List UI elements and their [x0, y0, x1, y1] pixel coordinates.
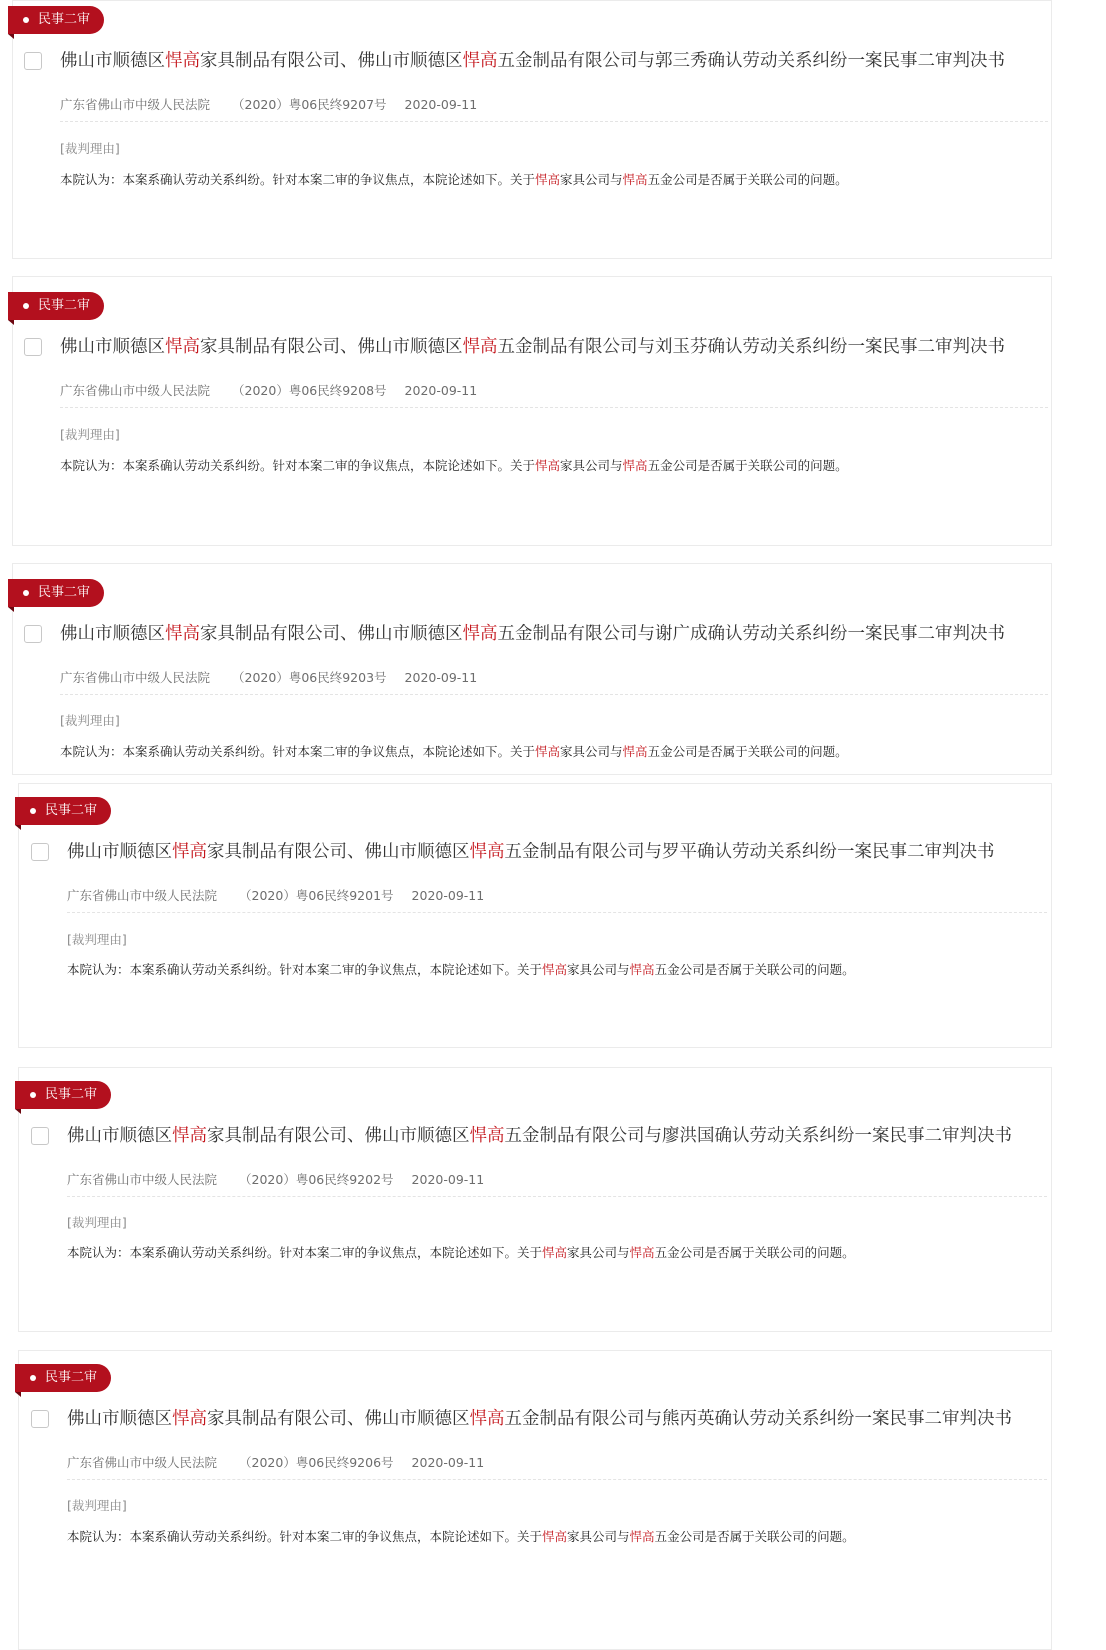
case-type-badge: 民事二审 — [15, 797, 111, 825]
judgment-date: 2020-09-11 — [411, 1172, 485, 1187]
keyword-highlight: 悍高 — [462, 51, 498, 71]
keyword-highlight: 悍高 — [165, 624, 200, 644]
keyword-highlight: 悍高 — [542, 1529, 568, 1544]
case-title-link[interactable]: 佛山市顺德区悍高家具制品有限公司、佛山市顺德区悍高五金制品有限公司与熊丙英确认劳动关系纠纷一案民事二审判决书 — [67, 1409, 1012, 1429]
keyword-highlight: 悍高 — [469, 1126, 505, 1146]
case-meta — [67, 1171, 484, 1189]
keyword-highlight: 悍高 — [172, 842, 207, 862]
divider — [60, 121, 1048, 122]
keyword-highlight: 悍高 — [469, 1409, 505, 1429]
reason-text: 本院认为：本案系确认劳动关系纠纷。针对本案二审的争议焦点，本院论述如下。关于悍高家具公司与悍高五金公司是否属于关联公司的问题。 — [60, 172, 848, 187]
case-card — [12, 276, 1052, 546]
keyword-highlight: 悍高 — [469, 842, 505, 862]
judgment-date: 2020-09-11 — [404, 97, 478, 112]
divider — [60, 694, 1048, 695]
case-number: （2020）粤06民终9208号 — [232, 383, 387, 398]
case-card — [18, 1067, 1052, 1332]
keyword-highlight: 悍高 — [462, 624, 498, 644]
case-type-badge: 民事二审 — [8, 579, 104, 607]
court-name: 广东省佛山市中级人民法院 — [67, 1455, 218, 1470]
case-title-link[interactable]: 佛山市顺德区悍高家具制品有限公司、佛山市顺德区悍高五金制品有限公司与谢广成确认劳动关系纠纷一案民事二审判决书 — [60, 624, 1005, 644]
keyword-highlight: 悍高 — [535, 744, 561, 759]
keyword-highlight: 悍高 — [172, 1409, 207, 1429]
case-card — [18, 783, 1052, 1048]
case-type-badge: 民事二审 — [15, 1081, 111, 1109]
case-meta — [60, 669, 477, 687]
case-card — [12, 0, 1052, 259]
case-meta — [60, 382, 477, 400]
keyword-highlight: 悍高 — [542, 1245, 568, 1260]
case-select-checkbox[interactable] — [24, 625, 42, 643]
case-type-badge: 民事二审 — [8, 6, 104, 34]
keyword-highlight: 悍高 — [535, 172, 561, 187]
case-select-checkbox[interactable] — [24, 338, 42, 356]
divider — [67, 912, 1047, 913]
judgment-date: 2020-09-11 — [411, 1455, 485, 1470]
reason-text: 本院认为：本案系确认劳动关系纠纷。针对本案二审的争议焦点，本院论述如下。关于悍高家具公司与悍高五金公司是否属于关联公司的问题。 — [60, 744, 848, 759]
case-number: （2020）粤06民终9207号 — [232, 97, 387, 112]
court-name: 广东省佛山市中级人民法院 — [60, 97, 211, 112]
keyword-highlight: 悍高 — [629, 962, 655, 977]
divider — [67, 1196, 1047, 1197]
case-select-checkbox[interactable] — [24, 52, 42, 70]
case-type-badge: 民事二审 — [8, 292, 104, 320]
reason-label: [裁判理由] — [67, 1215, 127, 1230]
keyword-highlight: 悍高 — [172, 1126, 207, 1146]
divider — [60, 407, 1048, 408]
reason-text: 本院认为：本案系确认劳动关系纠纷。针对本案二审的争议焦点，本院论述如下。关于悍高家具公司与悍高五金公司是否属于关联公司的问题。 — [67, 962, 855, 977]
case-title-link[interactable]: 佛山市顺德区悍高家具制品有限公司、佛山市顺德区悍高五金制品有限公司与廖洪国确认劳动关系纠纷一案民事二审判决书 — [67, 1126, 1012, 1146]
keyword-highlight: 悍高 — [622, 458, 648, 473]
reason-label: [裁判理由] — [60, 713, 120, 728]
reason-text: 本院认为：本案系确认劳动关系纠纷。针对本案二审的争议焦点，本院论述如下。关于悍高家具公司与悍高五金公司是否属于关联公司的问题。 — [60, 458, 848, 473]
reason-label: [裁判理由] — [67, 1498, 127, 1513]
keyword-highlight: 悍高 — [629, 1529, 655, 1544]
court-name: 广东省佛山市中级人民法院 — [67, 888, 218, 903]
keyword-highlight: 悍高 — [629, 1245, 655, 1260]
reason-text: 本院认为：本案系确认劳动关系纠纷。针对本案二审的争议焦点，本院论述如下。关于悍高家具公司与悍高五金公司是否属于关联公司的问题。 — [67, 1529, 855, 1544]
case-meta — [67, 887, 484, 905]
judgment-date: 2020-09-11 — [404, 383, 478, 398]
keyword-highlight: 悍高 — [535, 458, 561, 473]
reason-label: [裁判理由] — [60, 141, 120, 156]
keyword-highlight: 悍高 — [622, 172, 648, 187]
case-select-checkbox[interactable] — [31, 1127, 49, 1145]
case-meta — [60, 96, 477, 114]
case-title-link[interactable]: 佛山市顺德区悍高家具制品有限公司、佛山市顺德区悍高五金制品有限公司与郭三秀确认劳动关系纠纷一案民事二审判决书 — [60, 51, 1005, 71]
case-select-checkbox[interactable] — [31, 1410, 49, 1428]
case-meta — [67, 1454, 484, 1472]
court-name: 广东省佛山市中级人民法院 — [60, 383, 211, 398]
keyword-highlight: 悍高 — [165, 337, 200, 357]
keyword-highlight: 悍高 — [165, 51, 200, 71]
case-select-checkbox[interactable] — [31, 843, 49, 861]
reason-label: [裁判理由] — [67, 932, 127, 947]
divider — [67, 1479, 1047, 1480]
judgment-date: 2020-09-11 — [411, 888, 485, 903]
case-number: （2020）粤06民终9203号 — [232, 670, 387, 685]
case-title-link[interactable]: 佛山市顺德区悍高家具制品有限公司、佛山市顺德区悍高五金制品有限公司与刘玉芬确认劳动关系纠纷一案民事二审判决书 — [60, 337, 1005, 357]
keyword-highlight: 悍高 — [542, 962, 568, 977]
case-number: （2020）粤06民终9206号 — [239, 1455, 394, 1470]
case-number: （2020）粤06民终9201号 — [239, 888, 394, 903]
case-number: （2020）粤06民终9202号 — [239, 1172, 394, 1187]
case-title-link[interactable]: 佛山市顺德区悍高家具制品有限公司、佛山市顺德区悍高五金制品有限公司与罗平确认劳动关系纠纷一案民事二审判决书 — [67, 842, 995, 862]
court-name: 广东省佛山市中级人民法院 — [60, 670, 211, 685]
court-name: 广东省佛山市中级人民法院 — [67, 1172, 218, 1187]
keyword-highlight: 悍高 — [462, 337, 498, 357]
reason-label: [裁判理由] — [60, 427, 120, 442]
keyword-highlight: 悍高 — [622, 744, 648, 759]
judgment-date: 2020-09-11 — [404, 670, 478, 685]
case-type-badge: 民事二审 — [15, 1364, 111, 1392]
case-card — [18, 1350, 1052, 1650]
reason-text: 本院认为：本案系确认劳动关系纠纷。针对本案二审的争议焦点，本院论述如下。关于悍高家具公司与悍高五金公司是否属于关联公司的问题。 — [67, 1245, 855, 1260]
